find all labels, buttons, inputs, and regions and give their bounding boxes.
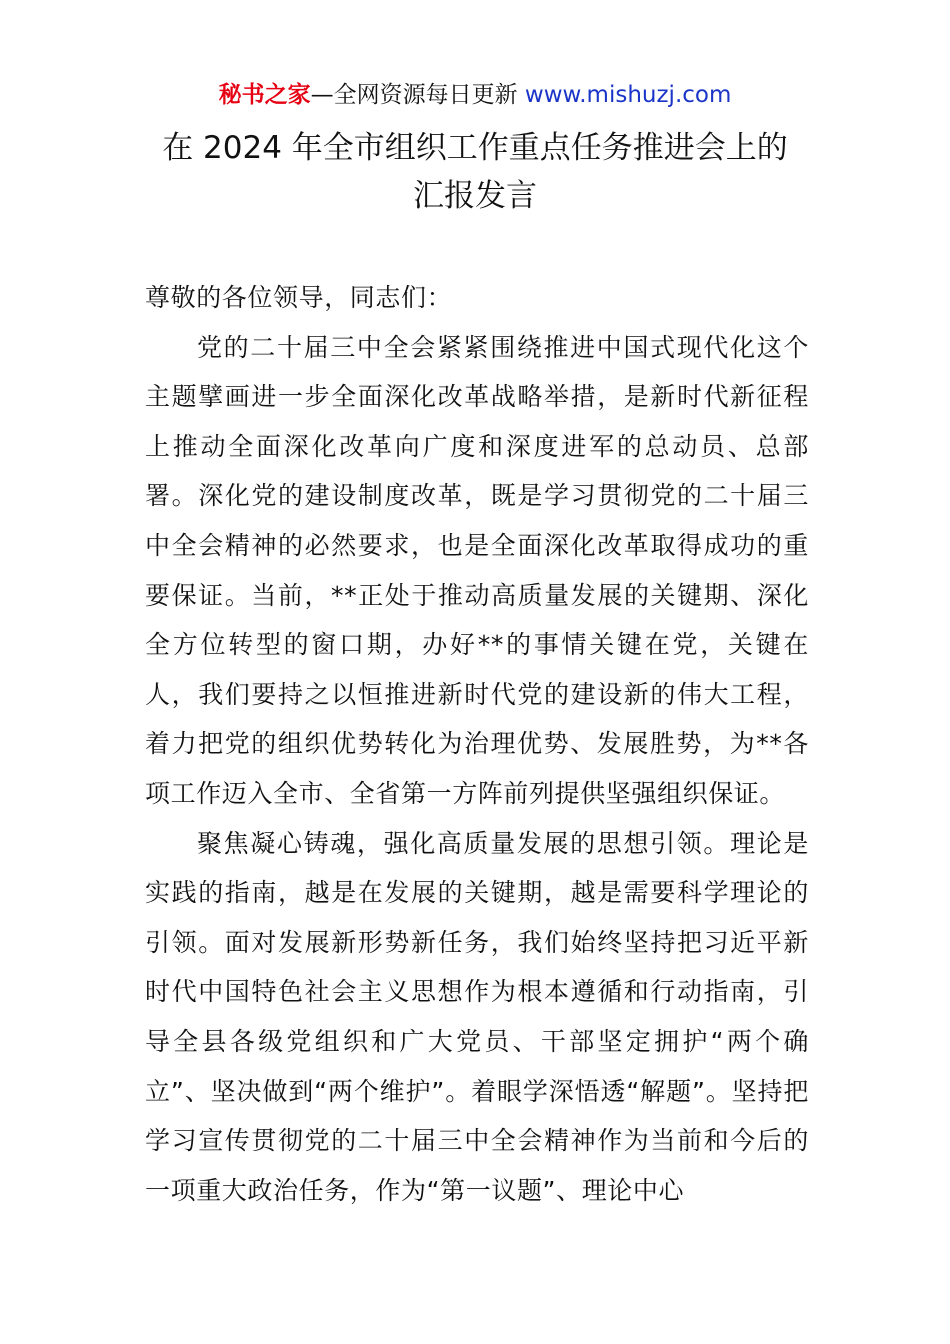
body-paragraph: 聚焦凝心铸魂，强化高质量发展的思想引领。理论是实践的指南，越是在发展的关键期，越是需要科学理论的引领。面对发展新形势新任务，我们始终坚持把习近平新时代中国特色社会主义思想作为根本遵循和行动指南，引导全县各级党组织和广大党员、干部坚定拥护“两个确立”、坚决做到“两个维护”。着眼学深悟透“解题”。坚持把学习宣传贯彻党的二十届三中全会精神作为当前和今后的一项重大政治任务，作为“第一议题”、理论中心 (145, 828, 809, 1205)
document-body (145, 273, 809, 1215)
document-title-line-1: 在 2024 年全市组织工作重点任务推进会上的 (162, 130, 788, 166)
header-tagline: —全网资源每日更新 (310, 82, 525, 108)
document-title-line-2: 汇报发言 (413, 178, 537, 214)
body-paragraph: 党的二十届三中全会紧紧围绕推进中国式现代化这个主题擘画进一步全面深化改革战略举措，是新时代新征程上推动全面深化改革向广度和深度进军的总动员、总部署。深化党的建设制度改革，既是学习贯彻党的二十届三中全会精神的必然要求，也是全面深化改革取得成功的重要保证。当前，**正处于推动高质量发展的关键期、深化全方位转型的窗口期，办好**的事情关键在党，关键在人，我们要持之以恒推进新时代党的建设新的伟大工程，着力把党的组织优势转化为治理优势、发展胜势，为**各项工作迈入全市、全省第一方阵前列提供坚强组织保证。 (145, 332, 809, 808)
site-url: www.mishuzj.com (524, 82, 732, 108)
brand-name: 秘书之家 (218, 82, 311, 108)
site-header (0, 78, 950, 112)
salutation: 尊敬的各位领导，同志们： (145, 283, 453, 312)
